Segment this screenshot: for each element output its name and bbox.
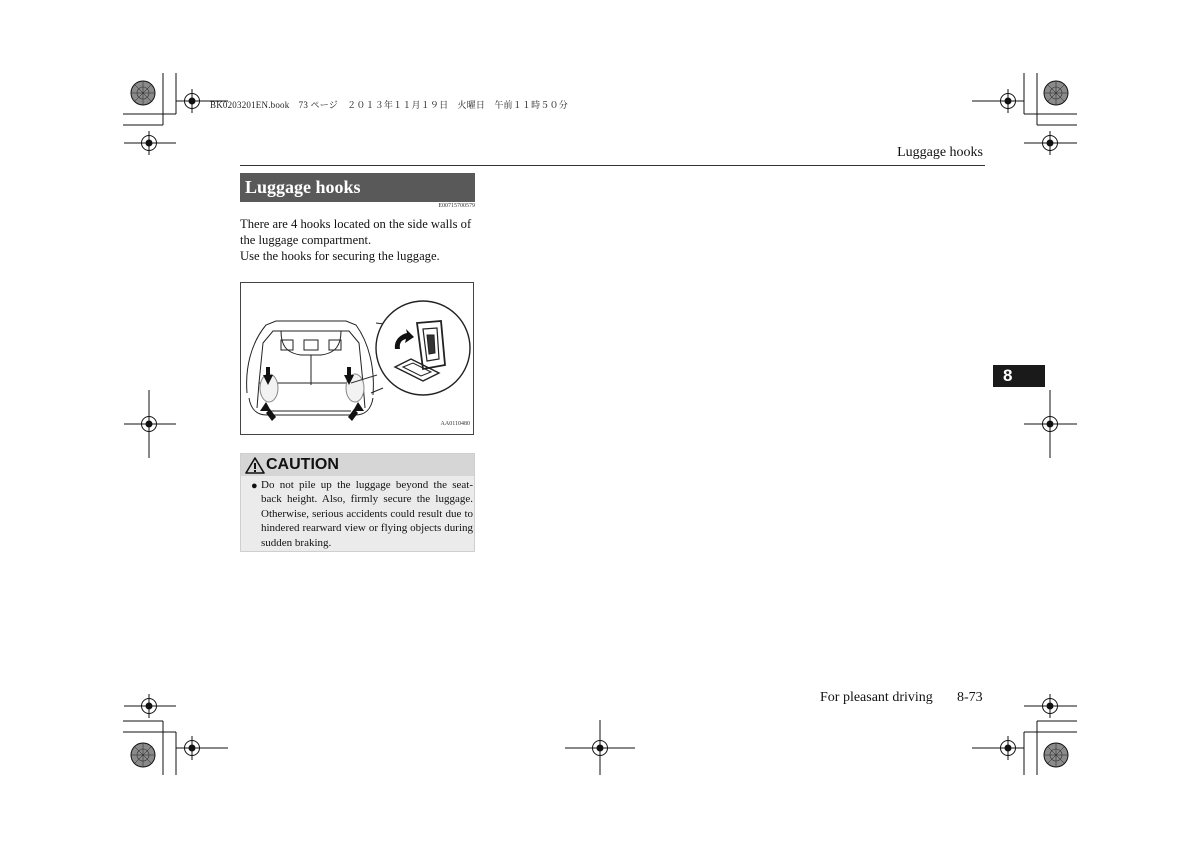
luggage-compartment-hook-illustration (241, 283, 475, 436)
section-code: E00715700579 (438, 203, 475, 209)
footer-section: For pleasant driving (820, 690, 933, 705)
body-text (240, 216, 480, 264)
caution-text: Do not pile up the luggage beyond the seat-back height. Also, firmly secure the luggage. Otherwise, serious accidents could result due to hindered rearward view or flying objects during sudden braking. (261, 479, 473, 549)
page-number: 8-73 (957, 690, 983, 705)
chapter-tab: 8 (993, 365, 1045, 387)
caution-header (241, 454, 474, 476)
paragraph-2: Use the hooks for securing the luggage. (240, 249, 440, 263)
warning-triangle-icon (245, 457, 265, 474)
section-title: Luggage hooks (240, 173, 475, 202)
caution-label: CAUTION (266, 456, 339, 473)
running-head: Luggage hooks (897, 145, 983, 160)
print-info: BK0203201EN.book 73 ページ ２０１３年１１月１９日 火曜日 午前１１時５０分 (210, 100, 568, 110)
header-rule (240, 165, 985, 166)
bullet-icon: ● (251, 480, 258, 492)
paragraph-1: There are 4 hooks located on the side walls of the luggage compartment. (240, 217, 472, 247)
caution-box (240, 453, 475, 552)
figure-code: AA0110480 (440, 421, 470, 427)
figure (240, 282, 474, 435)
